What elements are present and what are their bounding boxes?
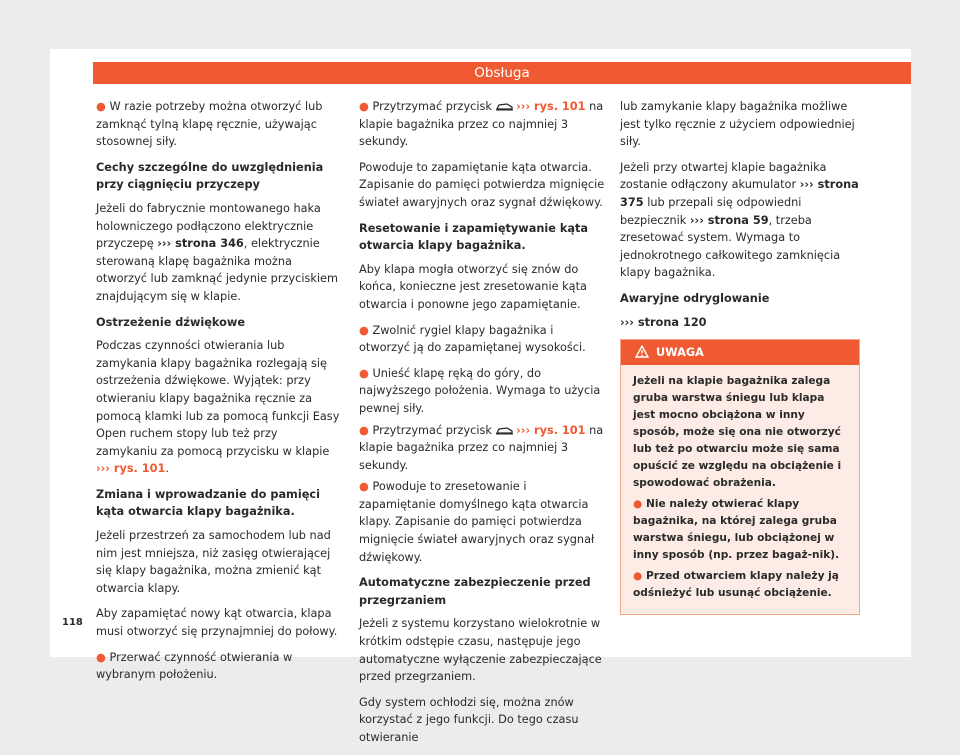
bullet-icon: ● xyxy=(96,100,106,113)
text: Przed otwarciem klapy należy ją odśnieżyć lub usunąć obciążenie. xyxy=(633,570,839,600)
page-number: 118 xyxy=(62,617,83,628)
text: Przerwać czynność otwierania w wybranym położeniu. xyxy=(96,650,293,682)
paragraph xyxy=(96,649,342,684)
bullet-icon: ● xyxy=(96,650,106,664)
car-tailgate-icon xyxy=(496,426,513,435)
paragraph: Aby zapamiętać nowy kąt otwarcia, klapa musi otworzyć się przynajmniej do połowy. xyxy=(96,607,338,639)
text: . xyxy=(165,462,169,476)
bullet-icon: ● xyxy=(359,366,369,380)
subheading: Zmiana i wprowadzanie do pamięci kąta otwarcia klapy bagażnika. xyxy=(96,487,320,519)
paragraph: Gdy system ochłodzi się, można znów korzystać z jego funkcji. Do tego czasu otwieranie xyxy=(359,695,579,744)
page-reference-link[interactable]: ››› strona 375 xyxy=(620,178,859,209)
text: lub przepali się odpowiedni bezpiecznik xyxy=(620,195,802,227)
subheading: Awaryjne odryglowanie xyxy=(620,291,770,305)
figure-reference-link[interactable]: ››› rys. 101 xyxy=(516,423,586,437)
subheading: Automatyczne zabezpieczenie przed przegrzaniem xyxy=(359,576,591,607)
paragraph: Jeżeli przestrzeń za samochodem lub nad nim jest mniejsza, niż zasięg otwierającej się klapy bagażnika, można zmienić kąt otwarcia klapy. xyxy=(96,529,331,595)
paragraph xyxy=(359,478,605,566)
subheading: Resetowanie i zapamiętywanie kąta otwarcia klapy bagażnika. xyxy=(359,221,588,253)
paragraph: Jeżeli z systemu korzystano wielokrotnie w krótkim odstępie czasu, następuje jego automatyczne wyłączenie zabezpieczające przed przegrzaniem. xyxy=(359,617,602,684)
column-1 xyxy=(96,98,342,692)
bullet-icon: ● xyxy=(359,323,369,337)
text: Nie należy otwierać klapy bagażnika, na której zalega gruba warstwa śniegu, lub obciążonej w inny sposób (np. przez bagaż-nik). xyxy=(633,498,840,562)
warning-triangle-icon xyxy=(635,345,649,358)
paragraph xyxy=(359,98,605,151)
text: Zwolnić rygiel klapy bagażnika i otworzyć ją do zapamiętanej wysokości. xyxy=(359,323,586,355)
text: Podczas czynności otwierania lub zamykania klapy bagażnika rozlegają się ostrzeżenia dźwiękowe. Wyjątek: przy otwieraniu klapy bagażnika ręcznie za pomocą klamki lub za pomocą funkcji Easy Open ruchem stopy lub też przy zamykaniu za pomocą przycisku w klapie xyxy=(96,339,340,458)
bullet-icon: ● xyxy=(359,480,369,494)
text: W razie potrzeby można otworzyć lub zamknąć tylną klapę ręcznie, używając stosownej siły. xyxy=(96,100,323,149)
paragraph xyxy=(96,200,342,306)
text: , trzeba zresetować system. Wymaga to jednokrotnego całkowitego zamknięcia klapy bagażnika. xyxy=(620,213,841,280)
warning-title: UWAGA xyxy=(656,346,704,360)
figure-reference-link[interactable]: ››› rys. 101 xyxy=(96,462,166,476)
paragraph: lub zamykanie klapy bagażnika możliwe jest tylko ręcznie z użyciem odpowiedniej siły. xyxy=(620,100,855,149)
text: , elektrycznie sterowaną klapę bagażnika można otworzyć lub zamknąć jedynie przyciskiem znajdującym się w klapie. xyxy=(96,237,338,303)
warning-paragraph: Jeżeli na klapie bagażnika zalega gruba warstwa śniegu lub klapa jest mocno obciążona w inny sposób, może się ona nie otworzyć lub też po otwarciu może się sama opuścić ze względu na obciążenie i spowodować obrażenia. xyxy=(633,375,842,490)
car-tailgate-icon xyxy=(496,102,513,111)
paragraph xyxy=(96,337,342,478)
paragraph xyxy=(359,422,605,475)
text: na klapie bagażnika przez co najmniej 3 sekundy. xyxy=(359,423,604,472)
warning-body xyxy=(621,365,859,614)
paragraph xyxy=(359,365,605,418)
bullet-icon: ● xyxy=(633,570,643,583)
text: Przytrzymać przycisk xyxy=(372,100,492,113)
bullet-icon: ● xyxy=(633,498,643,511)
text: Unieść klapę ręką do góry, do najwyższego położenia. Wymaga to użycia pewnej siły. xyxy=(359,366,601,415)
text: Przytrzymać przycisk xyxy=(372,423,492,437)
text: Jeżeli do fabrycznie montowanego haka holowniczego podłączono elektrycznie przyczepę xyxy=(96,201,321,251)
subheading: Cechy szczególne do uwzględnienia przy ciągnięciu przyczepy xyxy=(96,160,324,192)
bullet-icon: ● xyxy=(359,423,369,437)
text: Jeżeli przy otwartej klapie bagażnika zostanie odłączony akumulator xyxy=(620,160,827,192)
paragraph xyxy=(620,159,860,282)
column-2 xyxy=(359,98,605,755)
subheading: Ostrzeżenie dźwiękowe xyxy=(96,315,245,329)
paragraph xyxy=(359,322,605,357)
warning-header xyxy=(621,340,859,365)
paragraph: Powoduje to zapamiętanie kąta otwarcia. Zapisanie do pamięci potwierdza mignięcie świateł awaryjnych oraz sygnał dźwiękowy. xyxy=(359,160,605,209)
figure-reference-link[interactable]: ››› rys. 101 xyxy=(516,100,586,113)
paragraph: Aby klapa mogła otworzyć się znów do końca, konieczne jest zresetowanie kąta otwarcia i ponowne jego zapamiętanie. xyxy=(359,262,587,311)
page-reference-link[interactable]: ››› strona 120 xyxy=(620,315,707,329)
page-reference-link[interactable]: ››› strona 346 xyxy=(157,237,244,251)
warning-box xyxy=(620,339,860,615)
page-reference-link[interactable]: ››› strona 59 xyxy=(689,213,769,227)
column-3 xyxy=(620,98,860,615)
paragraph xyxy=(96,98,342,151)
warning-paragraph xyxy=(633,496,847,564)
section-header: Obsługa xyxy=(93,62,911,84)
warning-paragraph xyxy=(633,568,847,602)
text: na klapie bagażnika przez co najmniej 3 sekundy. xyxy=(359,100,604,149)
bullet-icon: ● xyxy=(359,100,369,113)
text: Powoduje to zresetowanie i zapamiętanie domyślnego kąta otwarcia klapy. Zapisanie do pamięci potwierdza mignięcie świateł awaryjnych oraz sygnał dźwiękowy. xyxy=(359,480,595,564)
